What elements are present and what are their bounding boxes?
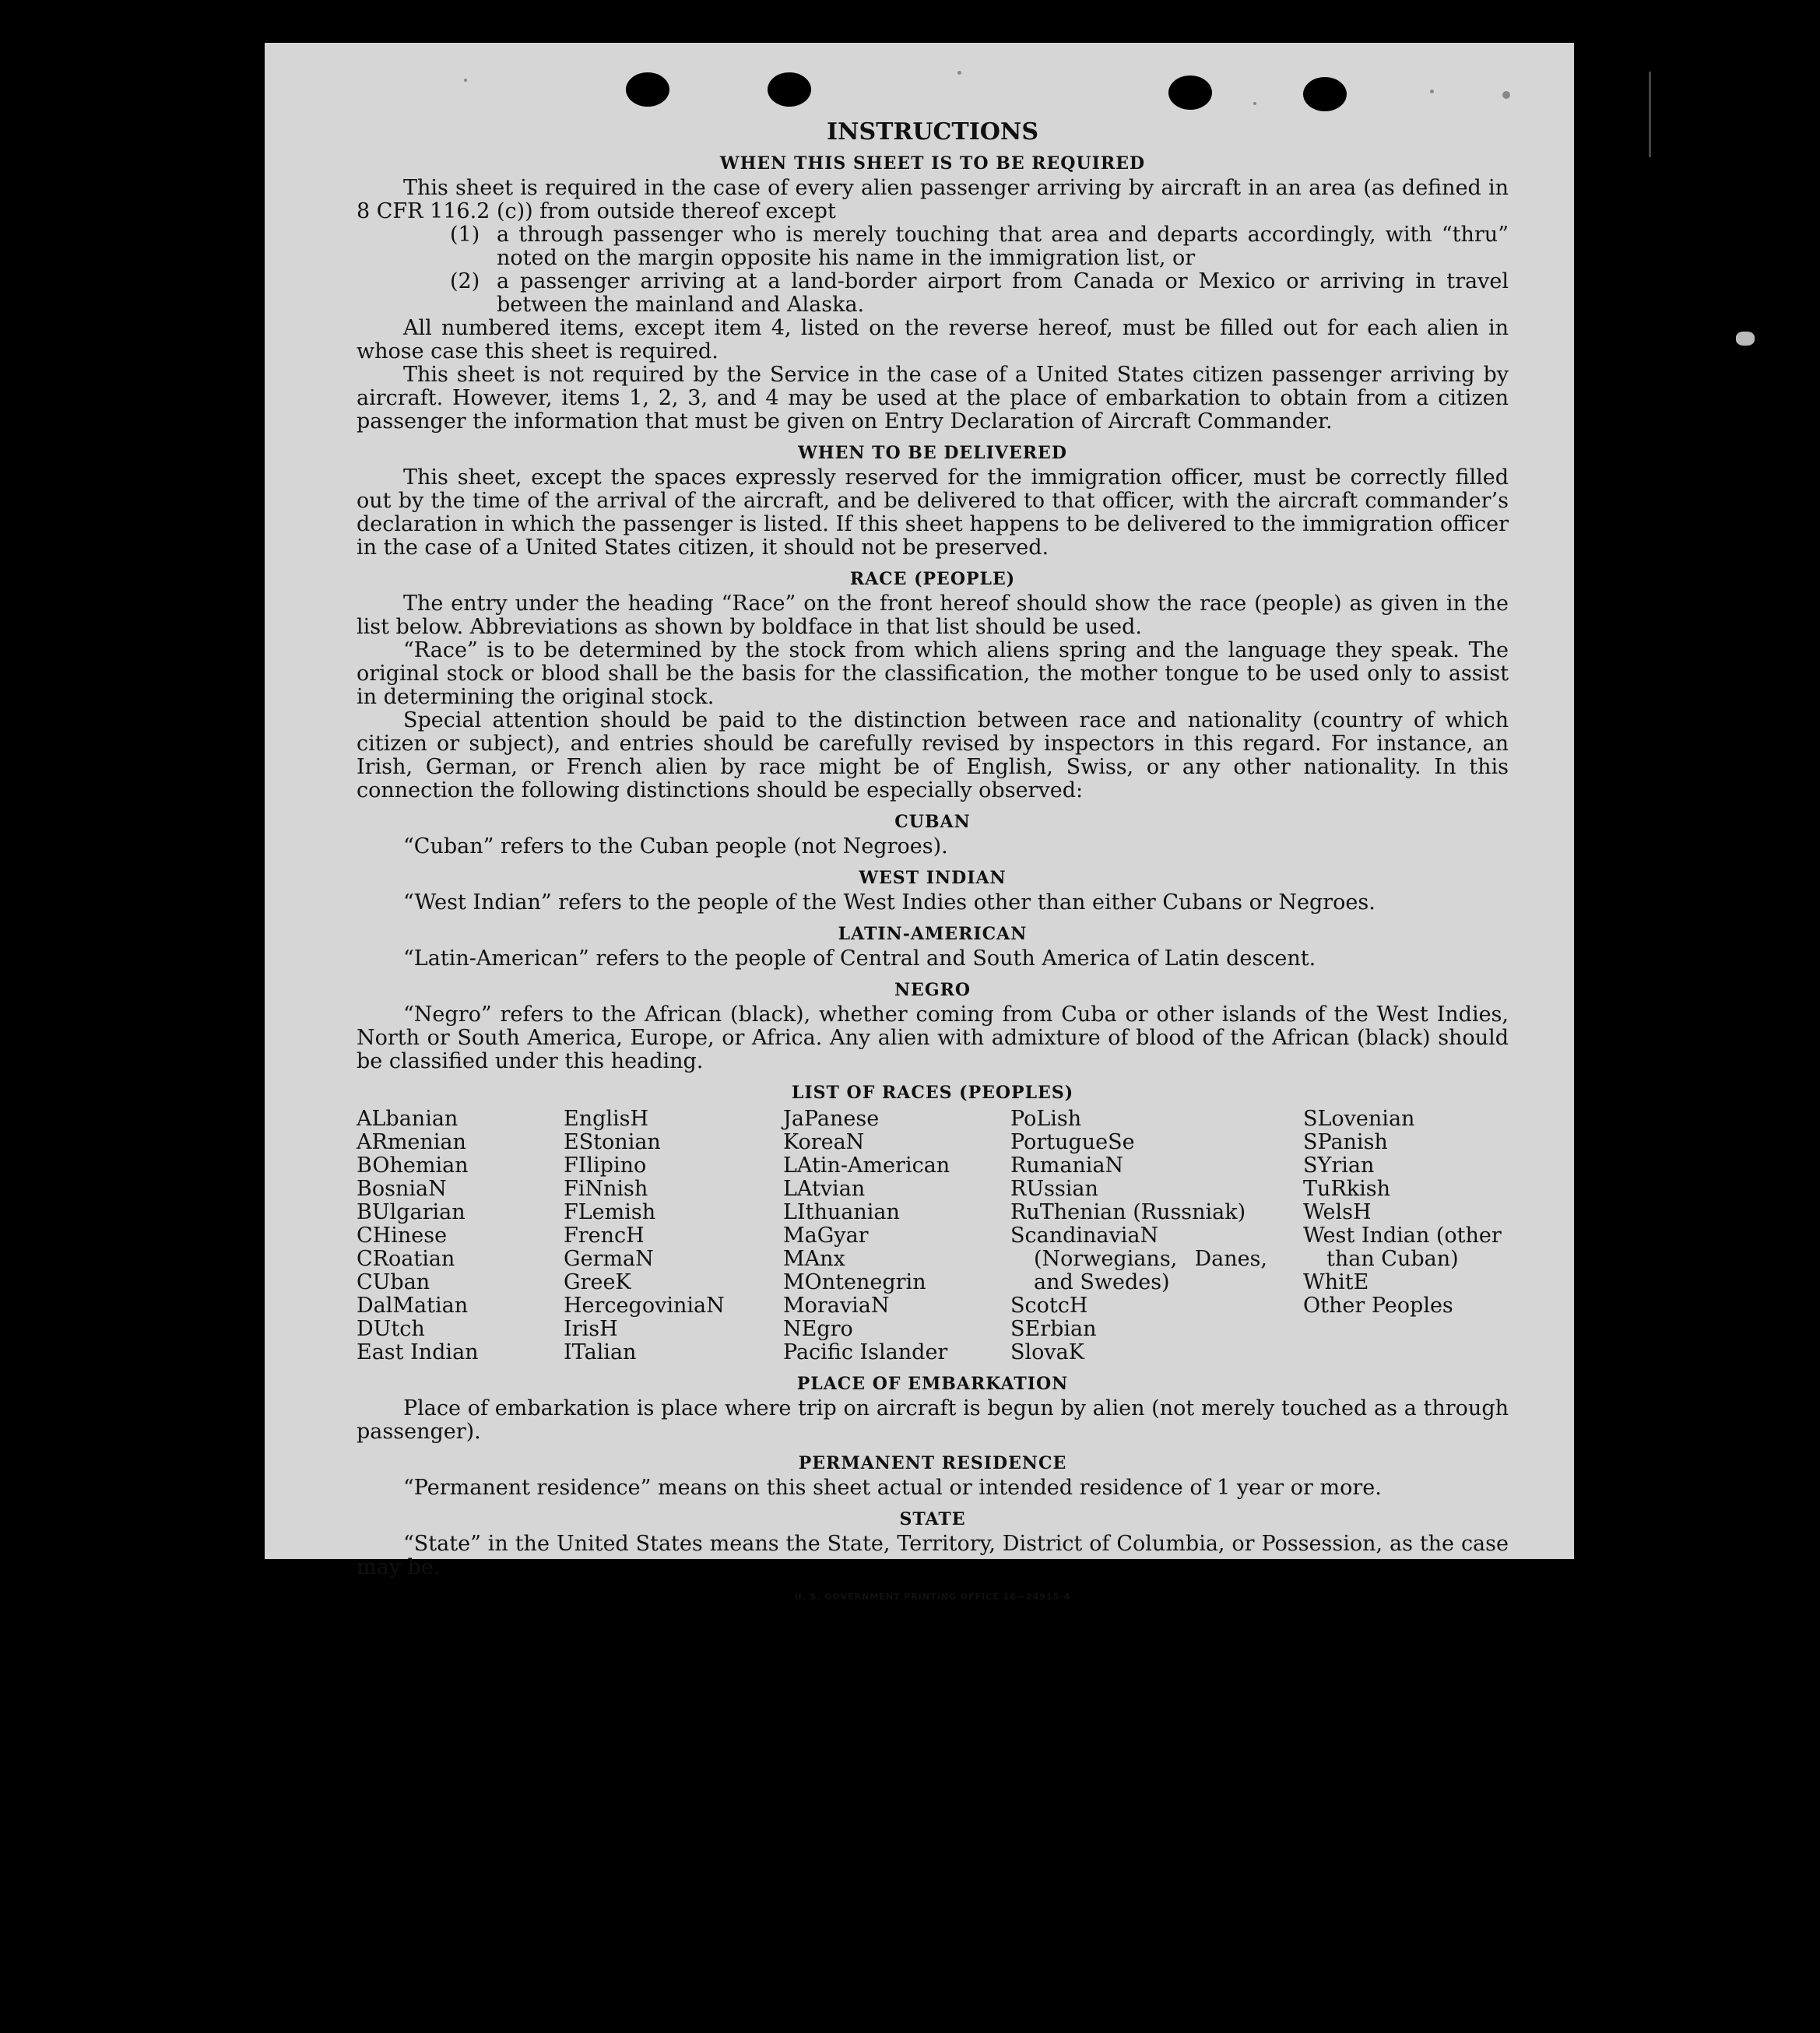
race-entry: GreeK [564, 1270, 631, 1294]
race-entry: ScotcH [1010, 1294, 1088, 1318]
race-entry: CRoatian [357, 1247, 455, 1271]
speck [1502, 91, 1510, 99]
race-entry: DalMatian [357, 1294, 469, 1318]
race-entry: CHinese [357, 1224, 448, 1248]
race-entry: SPanish [1303, 1130, 1388, 1154]
section-heading: STATE [899, 1509, 966, 1529]
speck [464, 79, 467, 82]
section-heading: LATIN-AMERICAN [838, 924, 1028, 944]
speck [1430, 90, 1434, 93]
paragraph: All numbered items, except item 4, listed on the reverse hereof, must be filled out for each alien in whose case this sheet is required. [357, 316, 1509, 363]
punch-hole [1303, 77, 1347, 111]
race-entry: LAtvian [783, 1177, 866, 1201]
speck [957, 71, 961, 75]
punch-hole [626, 72, 669, 107]
section-heading: WEST INDIAN [859, 868, 1007, 888]
paragraph: “Race” is to be determined by the stock from which aliens spring and the language they speak. The original stock or blood shall be the basis for the classification, the mother tongue to be used only to assist in determining the original stock. [357, 638, 1509, 709]
section-heading: NEGRO [894, 980, 971, 1000]
list-item [450, 223, 1509, 270]
races-list [357, 1108, 1509, 1364]
paragraph: This sheet is required in the case of every alien passenger arriving by aircraft in an area (as defined in 8 CFR 116.2 (c)) from outside thereof except [357, 176, 1509, 223]
race-entry: Other Peoples [1303, 1294, 1453, 1318]
item-text: a through passenger who is merely touching that area and departs accordingly, with “thru” noted on the margin opposite his name in the immigration list, or [497, 223, 1509, 270]
section-heading: WHEN TO BE DELIVERED [798, 443, 1067, 463]
list-item [450, 270, 1509, 317]
section-heading: PLACE OF EMBARKATION [796, 1374, 1069, 1394]
race-entry: WhitE [1303, 1270, 1369, 1294]
race-entry: BOhemian [357, 1153, 469, 1178]
races-column [564, 1108, 783, 1364]
race-entry: SLovenian [1303, 1107, 1415, 1131]
paragraph: “West Indian” refers to the people of the West Indies other than either Cubans or Negroes. [403, 890, 1376, 915]
race-entry: RUssian [1010, 1177, 1098, 1201]
race-entry: ARmenian [357, 1130, 466, 1154]
paragraph: Place of embarkation is place where trip on aircraft is begun by alien (not merely touched as a through passenger). [357, 1396, 1509, 1444]
race-entry: SYrian [1303, 1153, 1375, 1178]
paragraph: “Negro” refers to the African (black), whether coming from Cuba or other islands of the West Indies, North or South America, Europe, or Africa. Any alien with admixture of blood of the African (black) should be classified under this heading. [357, 1002, 1509, 1073]
punch-hole [1168, 75, 1212, 110]
race-entry: LAtin-American [783, 1153, 950, 1178]
race-entry: MOntenegrin [783, 1270, 926, 1294]
race-entry: RumaniaN [1010, 1153, 1124, 1178]
race-entry: FIlipino [564, 1153, 647, 1178]
race-entry: FiNnish [564, 1177, 648, 1201]
race-entry: DUtch [357, 1317, 425, 1341]
races-column [1303, 1108, 1509, 1364]
paragraph: The entry under the heading “Race” on the front hereof should show the race (people) as given in the list below. Abbreviations as shown by boldface in that list should be used. [357, 592, 1509, 639]
instructions-content [357, 118, 1509, 1609]
paragraph: “Cuban” refers to the Cuban people (not Negroes). [403, 834, 948, 858]
page-title: INSTRUCTIONS [827, 118, 1038, 146]
scan-artifact [1649, 72, 1651, 157]
item-number: (2) [450, 269, 480, 293]
races-column [1010, 1108, 1303, 1364]
race-entry: LIthuanian [783, 1200, 900, 1224]
printer-imprint: U. S. GOVERNMENT PRINTING OFFICE 16—24915-4 [794, 1592, 1071, 1602]
section-heading: CUBAN [894, 812, 971, 832]
speck [1253, 102, 1256, 105]
race-entry: HercegoviniaN [564, 1294, 725, 1318]
document-sheet [265, 43, 1574, 1602]
section-heading: PERMANENT RESIDENCE [798, 1453, 1067, 1473]
paragraph: Special attention should be paid to the distinction between race and nationality (country of which citizen or subject), and entries should be carefully revised by inspectors in this regard. For instance, an Irish, German, or French alien by race might be of English, Swiss, or any other nationality. In this connection the following distinctions should be especially observed: [357, 708, 1509, 802]
races-column [357, 1108, 564, 1364]
race-entry: JaPanese [783, 1107, 880, 1131]
race-entry: SlovaK [1010, 1340, 1084, 1364]
race-entry: East Indian [357, 1340, 479, 1364]
race-entry: SErbian [1010, 1317, 1097, 1341]
race-entry: RuThenian (Russniak) [1010, 1200, 1246, 1224]
paragraph: This sheet, except the spaces expressly reserved for the immigration officer, must be correctly filled out by the time of the arrival of the aircraft, and be delivered to that officer, with the aircraft commander’s declaration in which the passenger is listed. If this sheet happens to be delivered to the immigration officer in the case of a United States citizen, it should not be preserved. [357, 465, 1509, 560]
race-entry: MaGyar [783, 1224, 869, 1248]
race-entry: CUban [357, 1270, 430, 1294]
item-number: (1) [450, 223, 480, 247]
race-entry: WelsH [1303, 1200, 1372, 1224]
race-entry: EStonian [564, 1130, 661, 1154]
scan-artifact [1736, 332, 1755, 346]
paragraph: “Permanent residence” means on this sheet actual or intended residence of 1 year or more. [403, 1476, 1382, 1500]
section-heading: LIST OF RACES (PEOPLES) [791, 1083, 1074, 1103]
punch-hole [768, 72, 811, 107]
race-entry: MAnx [783, 1247, 845, 1271]
race-entry: MoraviaN [783, 1294, 890, 1318]
race-entry: ScandinaviaN (Norwegians, Danes, and Swedes) [1010, 1224, 1267, 1294]
item-text: a passenger arriving at a land-border airport from Canada or Mexico or arriving in travel between the mainland and Alaska. [497, 269, 1509, 317]
race-entry: ALbanian [357, 1107, 459, 1131]
paragraph: “State” in the United States means the State, Territory, District of Columbia, or Possession, as the case may be. [357, 1532, 1509, 1579]
race-entry: Pacific Islander [783, 1340, 948, 1364]
paragraph: This sheet is not required by the Service in the case of a United States citizen passenger arriving by aircraft. However, items 1, 2, 3, and 4 may be used at the place of embarkation to obtain from a citizen passenger the information that must be given on Entry Declaration of Aircraft Commander. [357, 363, 1509, 434]
section-heading: WHEN THIS SHEET IS TO BE REQUIRED [719, 153, 1146, 174]
race-entry: GermaN [564, 1247, 654, 1271]
race-entry: EnglisH [564, 1107, 649, 1131]
race-entry: FLemish [564, 1200, 656, 1224]
races-column [783, 1108, 1010, 1364]
race-entry: NEgro [783, 1317, 853, 1341]
race-entry: West Indian (other than Cuban) [1303, 1224, 1502, 1271]
race-entry: TuRkish [1303, 1177, 1390, 1201]
race-entry: PoLish [1010, 1107, 1082, 1131]
race-entry: ITalian [564, 1340, 637, 1364]
race-entry: KoreaN [783, 1130, 865, 1154]
paragraph: “Latin-American” refers to the people of Central and South America of Latin descent. [403, 946, 1316, 971]
race-entry: BosniaN [357, 1177, 447, 1201]
race-entry: IrisH [564, 1317, 618, 1341]
race-entry: FrencH [564, 1224, 645, 1248]
section-heading: RACE (PEOPLE) [849, 569, 1016, 589]
race-entry: PortugueSe [1010, 1130, 1135, 1154]
race-entry: BUlgarian [357, 1200, 466, 1224]
